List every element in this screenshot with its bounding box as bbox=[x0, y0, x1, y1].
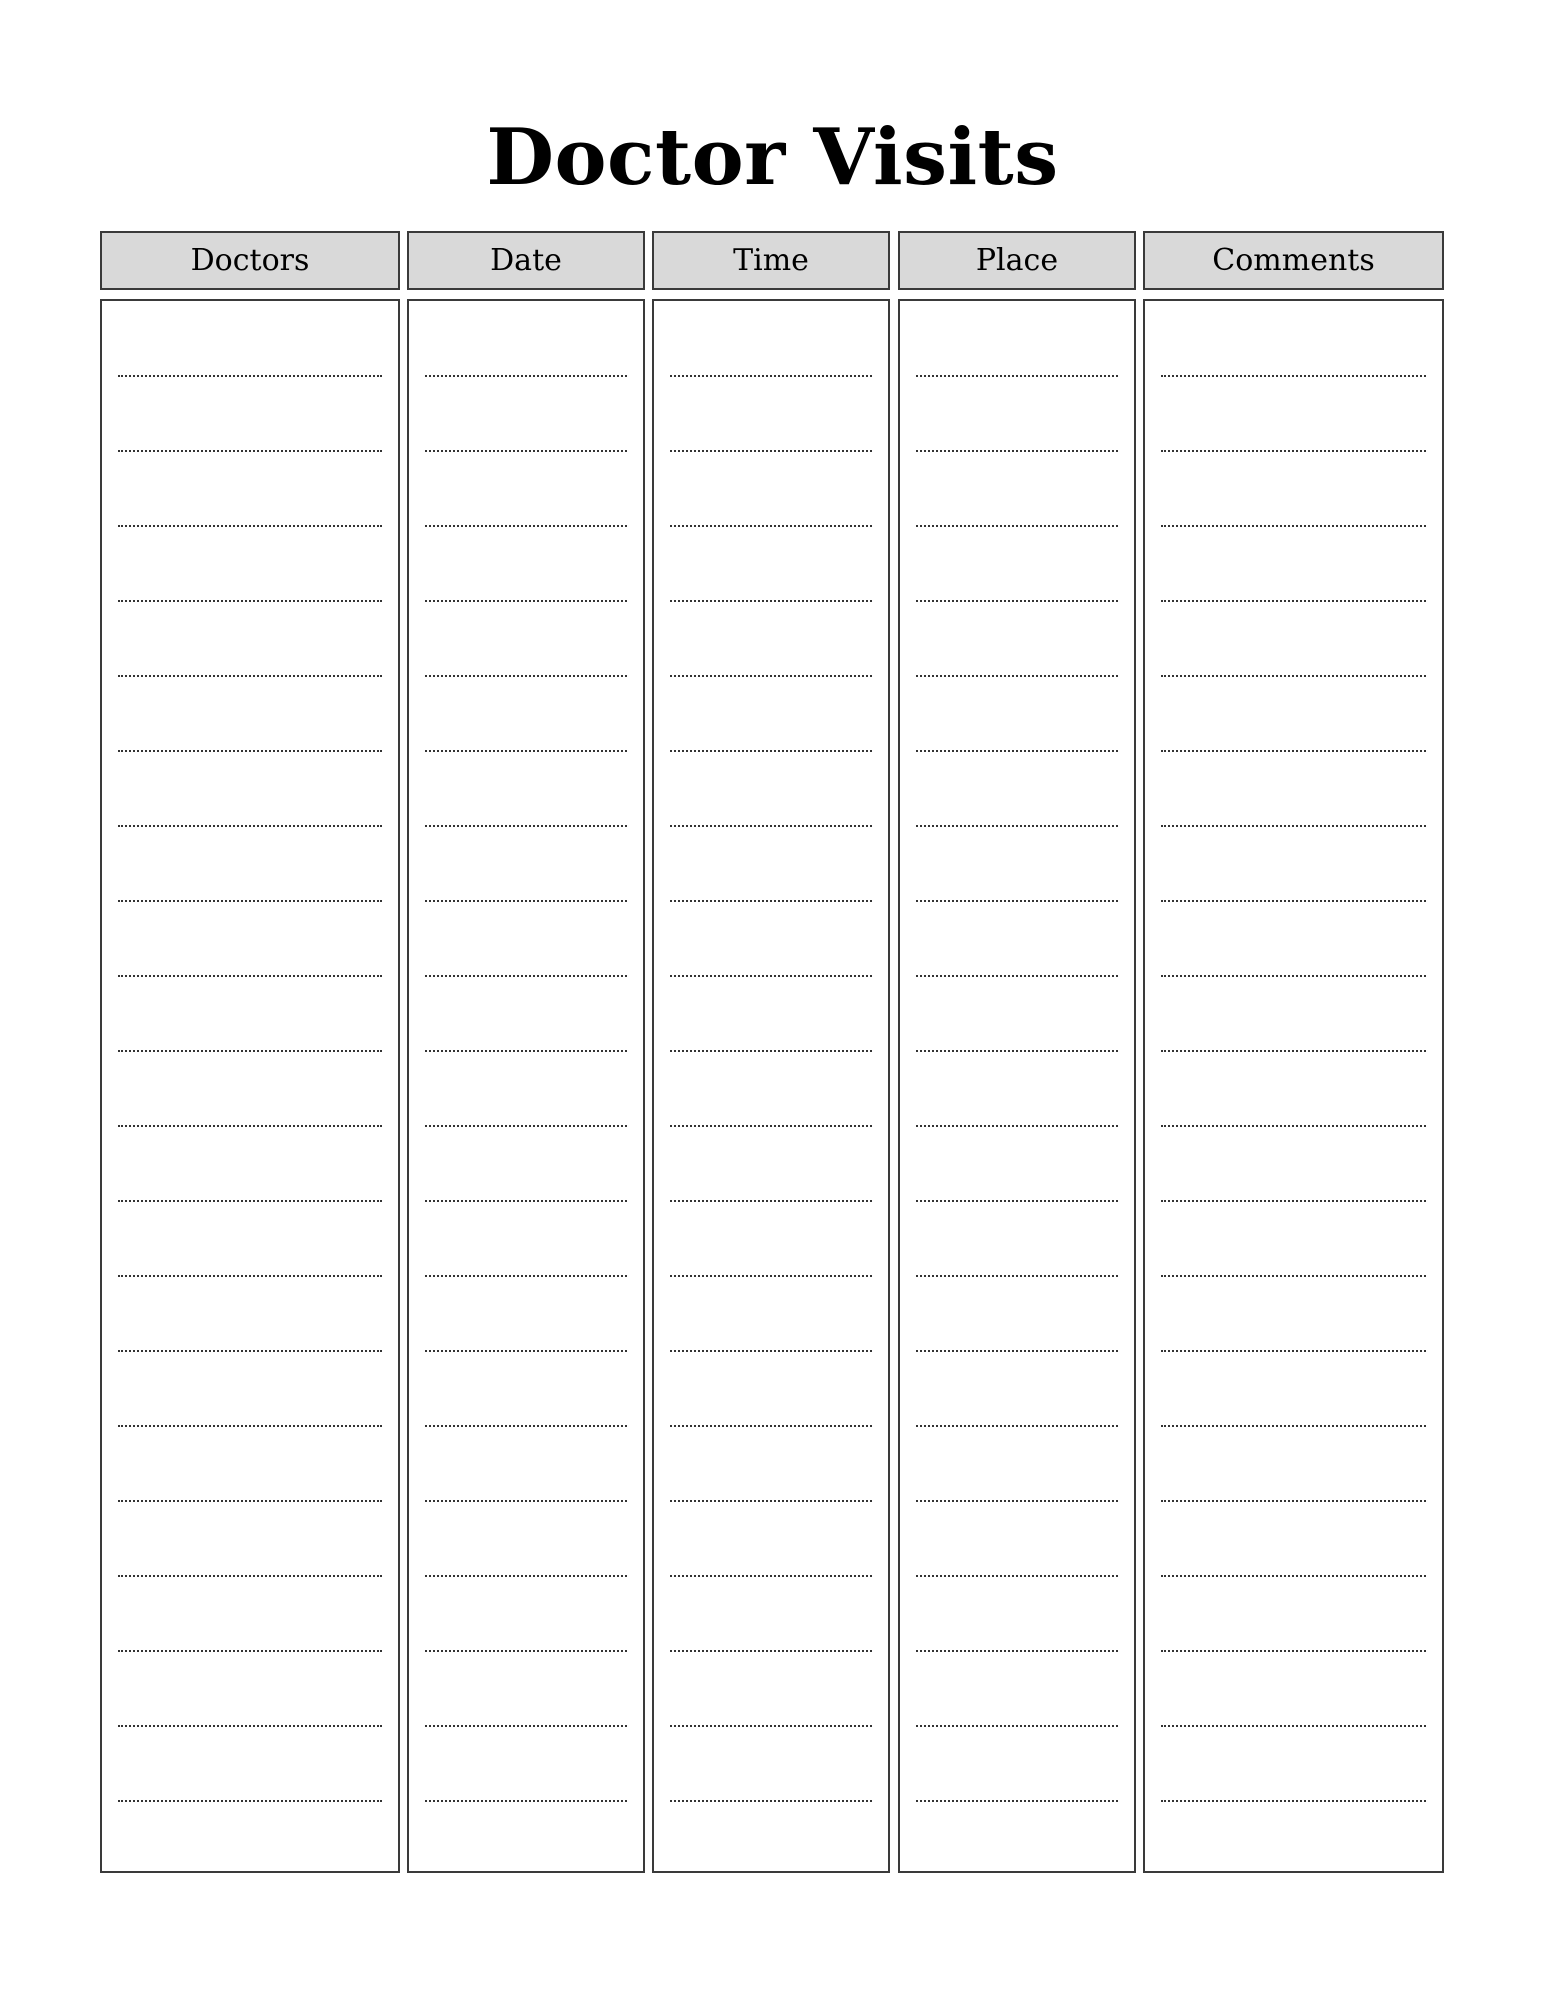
place-entry-line[interactable] bbox=[916, 525, 1118, 527]
place-entry-line[interactable] bbox=[916, 675, 1118, 677]
comments-entry-line[interactable] bbox=[1161, 975, 1426, 977]
header-time bbox=[652, 231, 890, 290]
time-entry-line[interactable] bbox=[670, 1800, 872, 1802]
time-entry-line[interactable] bbox=[670, 1200, 872, 1202]
place-entry-line[interactable] bbox=[916, 600, 1118, 602]
doctors-entry-line[interactable] bbox=[118, 1200, 382, 1202]
place-entry-line[interactable] bbox=[916, 1125, 1118, 1127]
column-box-time bbox=[652, 299, 890, 1873]
time-entry-line[interactable] bbox=[670, 600, 872, 602]
date-entry-line[interactable] bbox=[425, 525, 627, 527]
date-entry-line[interactable] bbox=[425, 1650, 627, 1652]
comments-entry-line[interactable] bbox=[1161, 1725, 1426, 1727]
column-box-date bbox=[407, 299, 645, 1873]
comments-entry-line[interactable] bbox=[1161, 1425, 1426, 1427]
header-place bbox=[898, 231, 1136, 290]
header-date bbox=[407, 231, 645, 290]
date-entry-line[interactable] bbox=[425, 1050, 627, 1052]
time-entry-line[interactable] bbox=[670, 1650, 872, 1652]
date-entry-line[interactable] bbox=[425, 1125, 627, 1127]
column-box-doctors bbox=[100, 299, 400, 1873]
time-entry-line[interactable] bbox=[670, 525, 872, 527]
time-entry-line[interactable] bbox=[670, 1125, 872, 1127]
time-entry-line[interactable] bbox=[670, 1500, 872, 1502]
place-entry-line[interactable] bbox=[916, 1425, 1118, 1427]
date-entry-line[interactable] bbox=[425, 900, 627, 902]
doctors-entry-line[interactable] bbox=[118, 1125, 382, 1127]
place-entry-line[interactable] bbox=[916, 975, 1118, 977]
doctors-entry-line[interactable] bbox=[118, 1500, 382, 1502]
time-entry-line[interactable] bbox=[670, 1275, 872, 1277]
place-entry-line[interactable] bbox=[916, 450, 1118, 452]
time-entry-line[interactable] bbox=[670, 450, 872, 452]
header-label-time: Time bbox=[733, 243, 809, 278]
date-entry-line[interactable] bbox=[425, 1575, 627, 1577]
doctors-entry-line[interactable] bbox=[118, 1425, 382, 1427]
date-entry-line[interactable] bbox=[425, 600, 627, 602]
doctors-entry-line[interactable] bbox=[118, 1800, 382, 1802]
comments-entry-line[interactable] bbox=[1161, 750, 1426, 752]
time-entry-line[interactable] bbox=[670, 900, 872, 902]
place-entry-line[interactable] bbox=[916, 1350, 1118, 1352]
doctors-entry-line[interactable] bbox=[118, 975, 382, 977]
comments-entry-line[interactable] bbox=[1161, 450, 1426, 452]
header-label-date: Date bbox=[490, 243, 562, 278]
doctors-entry-line[interactable] bbox=[118, 1050, 382, 1052]
doctors-entry-line[interactable] bbox=[118, 525, 382, 527]
date-entry-line[interactable] bbox=[425, 1425, 627, 1427]
date-entry-line[interactable] bbox=[425, 375, 627, 377]
header-label-doctors: Doctors bbox=[190, 243, 310, 278]
date-entry-line[interactable] bbox=[425, 1725, 627, 1727]
header-label-place: Place bbox=[975, 243, 1059, 278]
place-entry-line[interactable] bbox=[916, 1200, 1118, 1202]
time-entry-line[interactable] bbox=[670, 1350, 872, 1352]
date-entry-line[interactable] bbox=[425, 1275, 627, 1277]
doctors-entry-line[interactable] bbox=[118, 450, 382, 452]
place-entry-line[interactable] bbox=[916, 1500, 1118, 1502]
place-entry-line[interactable] bbox=[916, 1725, 1118, 1727]
date-entry-line[interactable] bbox=[425, 825, 627, 827]
doctors-entry-line[interactable] bbox=[118, 825, 382, 827]
doctors-entry-line[interactable] bbox=[118, 1350, 382, 1352]
comments-entry-line[interactable] bbox=[1161, 525, 1426, 527]
time-entry-line[interactable] bbox=[670, 1425, 872, 1427]
comments-entry-line[interactable] bbox=[1161, 600, 1426, 602]
header-doctors bbox=[100, 231, 400, 290]
date-entry-line[interactable] bbox=[425, 675, 627, 677]
comments-entry-line[interactable] bbox=[1161, 1350, 1426, 1352]
doctors-entry-line[interactable] bbox=[118, 375, 382, 377]
place-entry-line[interactable] bbox=[916, 1575, 1118, 1577]
time-entry-line[interactable] bbox=[670, 375, 872, 377]
doctors-entry-line[interactable] bbox=[118, 1725, 382, 1727]
comments-entry-line[interactable] bbox=[1161, 1575, 1426, 1577]
place-entry-line[interactable] bbox=[916, 825, 1118, 827]
place-entry-line[interactable] bbox=[916, 1275, 1118, 1277]
time-entry-line[interactable] bbox=[670, 825, 872, 827]
doctors-entry-line[interactable] bbox=[118, 750, 382, 752]
place-entry-line[interactable] bbox=[916, 1800, 1118, 1802]
place-entry-line[interactable] bbox=[916, 900, 1118, 902]
comments-entry-line[interactable] bbox=[1161, 1125, 1426, 1127]
doctors-entry-line[interactable] bbox=[118, 1275, 382, 1277]
date-entry-line[interactable] bbox=[425, 750, 627, 752]
place-entry-line[interactable] bbox=[916, 1650, 1118, 1652]
date-entry-line[interactable] bbox=[425, 1500, 627, 1502]
comments-entry-line[interactable] bbox=[1161, 1650, 1426, 1652]
doctors-entry-line[interactable] bbox=[118, 900, 382, 902]
date-entry-line[interactable] bbox=[425, 1800, 627, 1802]
comments-entry-line[interactable] bbox=[1161, 1800, 1426, 1802]
column-box-place bbox=[898, 299, 1136, 1873]
doctors-entry-line[interactable] bbox=[118, 1575, 382, 1577]
place-entry-line[interactable] bbox=[916, 1050, 1118, 1052]
time-entry-line[interactable] bbox=[670, 675, 872, 677]
time-entry-line[interactable] bbox=[670, 1725, 872, 1727]
header-label-comments: Comments bbox=[1212, 243, 1375, 278]
column-box-comments bbox=[1143, 299, 1444, 1873]
date-entry-line[interactable] bbox=[425, 975, 627, 977]
comments-entry-line[interactable] bbox=[1161, 825, 1426, 827]
doctors-entry-line[interactable] bbox=[118, 675, 382, 677]
time-entry-line[interactable] bbox=[670, 750, 872, 752]
header-comments bbox=[1143, 231, 1444, 290]
time-entry-line[interactable] bbox=[670, 1050, 872, 1052]
doctors-entry-line[interactable] bbox=[118, 600, 382, 602]
time-entry-line[interactable] bbox=[670, 975, 872, 977]
comments-entry-line[interactable] bbox=[1161, 1050, 1426, 1052]
comments-entry-line[interactable] bbox=[1161, 1200, 1426, 1202]
comments-entry-line[interactable] bbox=[1161, 375, 1426, 377]
date-entry-line[interactable] bbox=[425, 450, 627, 452]
page-title: Doctor Visits bbox=[486, 112, 1059, 203]
place-entry-line[interactable] bbox=[916, 375, 1118, 377]
comments-entry-line[interactable] bbox=[1161, 1275, 1426, 1277]
date-entry-line[interactable] bbox=[425, 1350, 627, 1352]
date-entry-line[interactable] bbox=[425, 1200, 627, 1202]
place-entry-line[interactable] bbox=[916, 750, 1118, 752]
time-entry-line[interactable] bbox=[670, 1575, 872, 1577]
doctors-entry-line[interactable] bbox=[118, 1650, 382, 1652]
comments-entry-line[interactable] bbox=[1161, 1500, 1426, 1502]
comments-entry-line[interactable] bbox=[1161, 900, 1426, 902]
comments-entry-line[interactable] bbox=[1161, 675, 1426, 677]
